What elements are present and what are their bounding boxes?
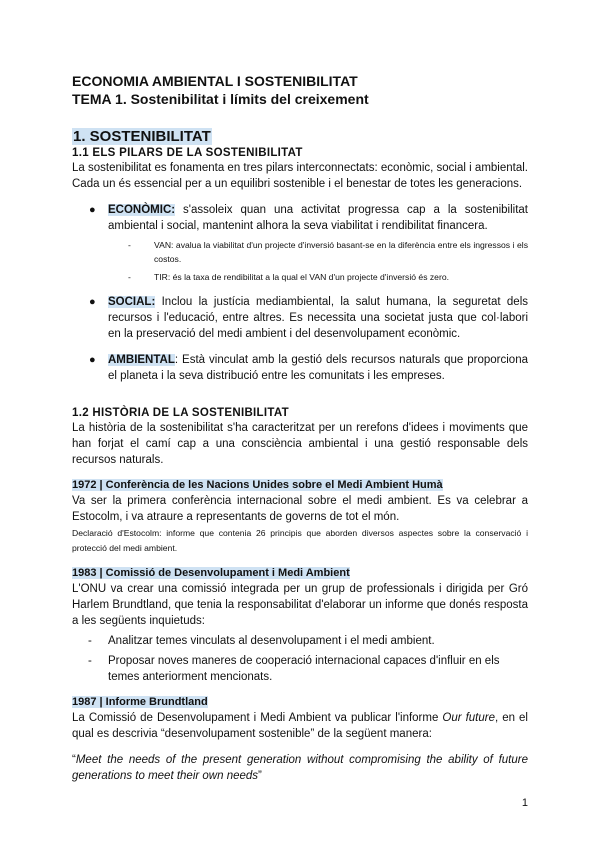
event-body-1972: Va ser la primera conferència internacional sobre el medi ambient. Es va celebrar a Estocolm, i va atraure a representants de governs de tot el món. [72,495,528,523]
subitem-tir [128,270,528,284]
event-items-1983 [72,633,528,685]
pillar-label: ECONÒMIC: [108,204,176,216]
bullet-icon: ● [89,296,96,308]
pillars-list [72,202,528,384]
subitem-van [128,238,528,266]
pillar-social [89,294,528,342]
subsection-heading-pillars: 1.1 ELS PILARS DE LA SOSTENIBILITAT [72,147,303,159]
dash-icon: - [88,635,92,647]
document-page [72,72,528,784]
section-heading [72,127,528,146]
page-number: 1 [521,797,528,809]
pillar-label: SOCIAL: [108,296,156,308]
event-title-1972 [72,478,528,493]
bullet-icon: ● [89,354,96,366]
list-item-text: Proposar noves maneres de cooperació internacional capaces d'influir en els temes anteriorment mencionats. [108,655,500,683]
dash-icon: - [88,655,92,667]
report-title: Our future [442,712,495,724]
pillars-intro: La sostenibilitat es fonamenta en tres pilars interconnectats: econòmic, social i ambiental. Cada un és essencial per a un equilibri sostenible i el benestar de totes les generacions. [72,162,528,190]
list-item [88,633,528,649]
pillar-text: s'assoleix quan una activitat progressa cap a la sostenibilitat ambiental i social, mantenint alhora la seva viabilitat i rendibilitat financera. [108,204,528,232]
subitem-text: TIR: és la taxa de rendibilitat a la qual el VAN d'un projecte d'inversió és zero. [154,272,449,282]
event-title-text: 1972 | Conferència de les Nacions Unides sobre el Medi Ambient Humà [72,479,443,491]
list-item-text: Analitzar temes vinculats al desenvolupament i el medi ambient. [108,635,435,647]
event-note-1972: Declaració d'Estocolm: informe que contenia 26 principis que aborden diversos aspectes sobre la conservació i protecció del medi ambient. [72,528,528,553]
pillar-label: AMBIENTAL [108,354,175,366]
dash-icon: - [128,240,131,250]
subitem-text: VAN: avalua la viabilitat d'un projecte d'inversió basant-se en la diferència entre els ingressos i els costos. [154,240,528,264]
dash-icon: - [128,272,131,282]
history-intro: La història de la sostenibilitat s'ha caracteritzat per un rerefons d'idees i moviments que han forjat el camí cap a una consciència ambiental i una gestió responsable dels recursos naturals. [72,422,528,466]
pillar-environmental [89,352,528,384]
body-text: , en el qual es descrivia “desenvolupament sostenible” de la següent manera: [72,712,528,740]
document-title: ECONOMIA AMBIENTAL I SOSTENIBILITAT [72,73,358,89]
event-body-1987 [72,710,528,742]
quote-text: Meet the needs of the present generation without compromising the ability of future generations to meet their own needs [72,754,528,782]
body-text: La Comissió de Desenvolupament i Medi Ambient va publicar l'informe [72,712,443,724]
brundtland-quote [72,752,528,784]
event-body-1983: L'ONU va crear una comissió integrada per un grup de professionals i dirigida per Gró Harlem Brundtland, que tenia la responsabilitat d'elaborar un informe que donés resposta a les següents inquietuds: [72,583,528,627]
pillar-economic [89,202,528,284]
event-title-text: 1983 | Comissió de Desenvolupament i Medi Ambient [72,567,350,579]
event-title-text: 1987 | Informe Brundtland [72,696,208,708]
document-subtitle: TEMA 1. Sostenibilitat i límits del creixement [72,91,369,107]
quote-close: ” [258,770,262,782]
event-title-1987 [72,695,528,710]
bullet-icon: ● [89,204,96,216]
pillar-text: : Està vinculat amb la gestió dels recursos naturals que proporciona el planeta i la seva distribució entre les comunitats i les empreses. [108,354,528,382]
section-heading-text: 1. SOSTENIBILITAT [73,128,211,145]
quote-open: “ [72,754,76,766]
event-title-1983 [72,566,528,581]
list-item [88,653,528,685]
pillar-text: Inclou la justícia mediambiental, la salut humana, la seguretat dels recursos i l'educació, entre altres. Es necessita una societat justa que col·labori en la preservació del medi ambient i del desenvolupament econòmic. [108,296,528,340]
economic-subitems [108,238,528,284]
subsection-heading-history: 1.2 HISTÒRIA DE LA SOSTENIBILITAT [72,407,289,419]
